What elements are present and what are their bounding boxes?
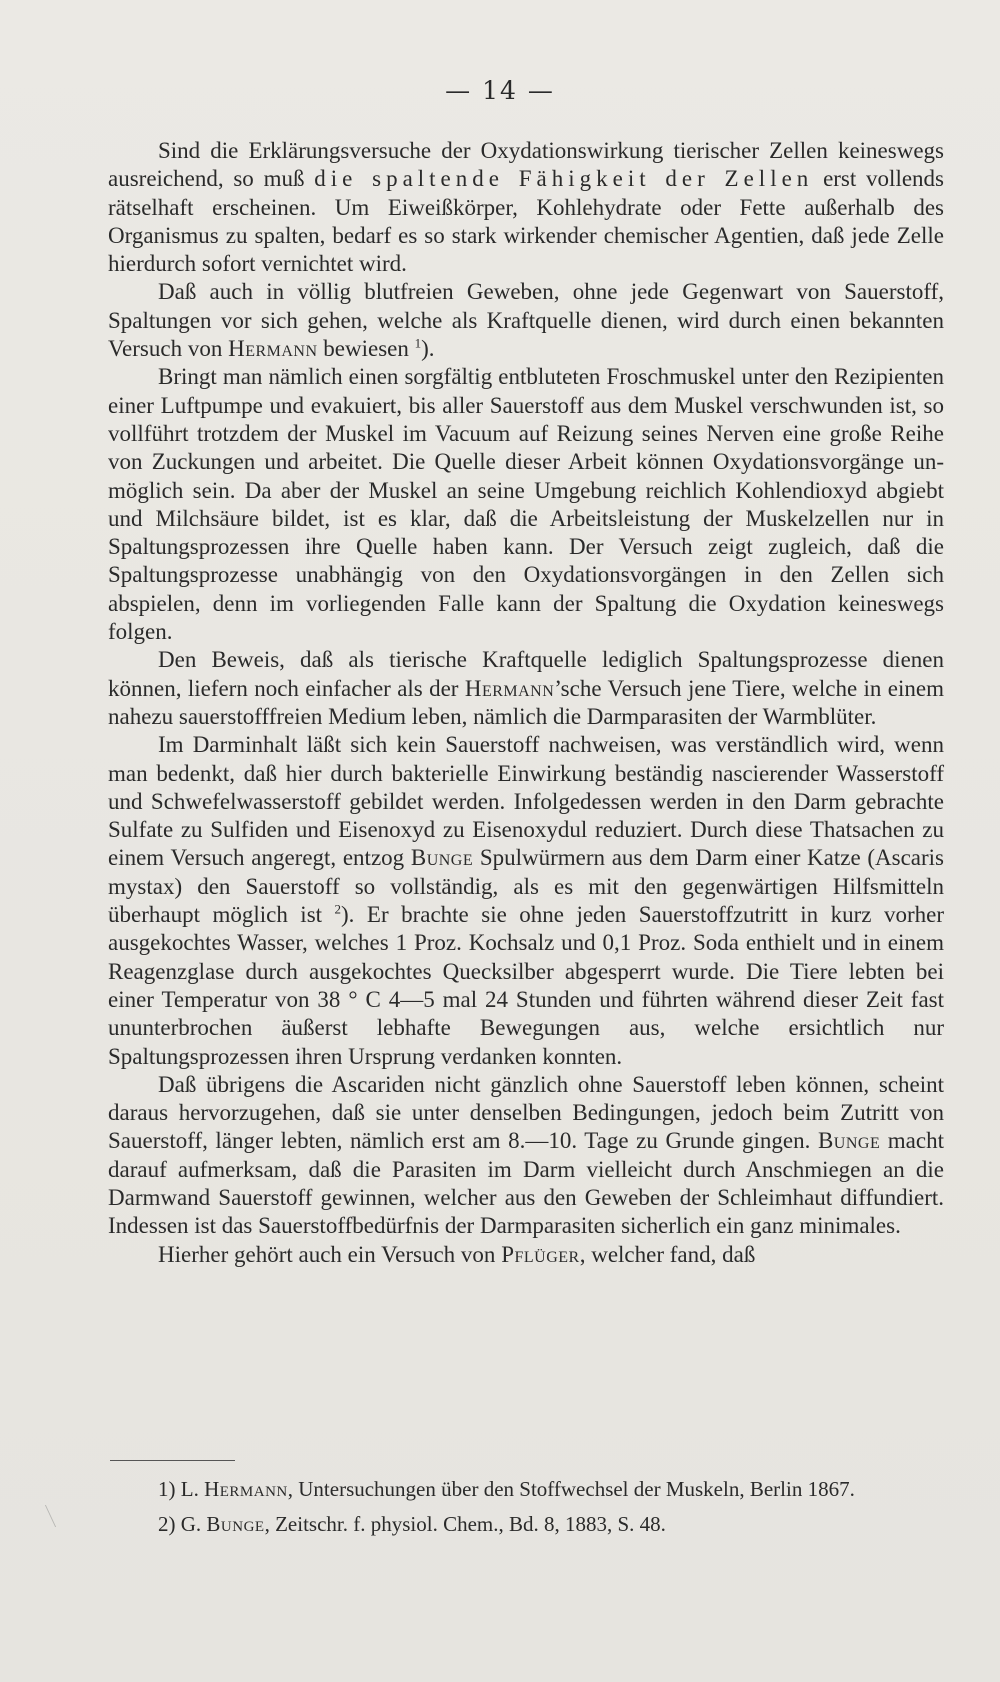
text-run: Daß übrigens die Ascariden nicht gänzlich ohne Sauerstoff leben können, scheint daraus hervorzugehen, daß sie unter denselben Bedingungen, jedoch beim Zutritt von Sauerstoff, länger lebten, nämlich erst am 8.—10. Tage zu Grunde gingen. (108, 1071, 944, 1154)
footnote-ref: 2 (334, 901, 342, 917)
author-name: Bunge (206, 1512, 265, 1536)
text-run: ). Er brachte sie ohne jeden Sauerstoffzutritt in kurz vorher ausgekochtes Wasser, welches 1 Proz. Kochsalz und 0,1 Proz. Soda enthielt und in einem Reagenzglase durch ausgekochtes Quecksilber abgesperrt wurde. Die Tiere lebten bei einer Temperatur von 38 ° C 4—5 mal 24 Stunden und führten während dieser Zeit fast ununterbrochen äußerst lebhafte Bewegungen aus, welche ersichtlich nur Spaltungsprozessen ihren Ursprung verdanken konnten. (108, 902, 944, 1069)
text-run: ’sche Versuch jene Tiere, welche in einem nahezu sauerstofffreien Medium leben, nämlich die Darmparasiten der Warmblüter. (108, 675, 944, 729)
text-run: , Zeitschr. f. physiol. Chem., Bd. 8, 1883, S. 48. (264, 1512, 666, 1536)
footnote (108, 1511, 944, 1538)
paragraph (108, 278, 944, 363)
text-run: macht darauf aufmerksam, daß die Parasiten im Darm vielleicht durch Anschmiegen an die Darmwand Sauerstoff gewinnen, welcher aus den Geweben der Schleimhaut diffundiert. Indessen ist das Sauerstoffbedürfnis der Darmparasiten sicherlich ein ganz minimales. (108, 1128, 944, 1239)
author-name: Pflüger (501, 1241, 580, 1267)
text-run: Im Darminhalt läßt sich kein Sauerstoff nachweisen, was verständlich wird, wenn man bedenkt, daß hier durch bakterielle Einwirkung beständig nascierender Wasserstoff und Schwefelwasserstoff gebildet werden. Infolgedessen werden in den Darm gebrachte Sulfate zu Sulfiden und Eisenoxyd zu Eisenoxydul reduziert. Durch diese Thatsachen zu einem Versuch angeregt, entzog (108, 732, 944, 871)
margin-pencil-mark (45, 1505, 74, 1527)
paragraph (108, 363, 944, 646)
text-run: , Untersuchungen über den Stoffwechsel der Muskeln, Berlin 1867. (287, 1477, 855, 1501)
text-run: erst vollends rätselhaft erscheinen. Um Eiweißkörper, Kohlehydrate oder Fette außerhalb des Organismus zu spalten, bedarf es so stark wirkender chemischer Agentien, daß jede Zelle hierdurch sofort vernichtet wird. (108, 166, 944, 277)
text-run: 2) G. (158, 1512, 207, 1536)
paragraph (108, 731, 944, 1071)
text-run: ). (421, 336, 435, 362)
paragraph (108, 646, 944, 731)
text-run: Daß auch in völlig blutfreien Geweben, ohne jede Gegenwart von Sauerstoff, Spaltungen vor sich gehen, welche als Kraftquelle dienen, wird durch einen bekannten Versuch von (108, 279, 944, 362)
text-run: Bringt man nämlich einen sorgfältig entbluteten Froschmuskel unter den Rezipienten einer Luftpumpe und evakuiert, bis aller Sauerstoff aus dem Muskel verschwunden ist, so vollführt trotzdem der Muskel im Vacuum auf Reizung seines Nerven eine große Reihe von Zuckungen und arbeitet. Die Quelle dieser Arbeit können Oxydationsvorgänge unmöglich sein. Da aber der Muskel an seine Umgebung reichlich Kohlendioxyd abgiebt und Milchsäure bildet, ist es klar, daß die Arbeitsleistung der Muskelzellen nur in Spaltungsprozessen ihre Quelle haben kann. Der Versuch zeigt zugleich, daß die Spaltungsprozesse unabhängig von den Oxydationsvorgängen in den Zellen sich abspielen, denn im vorliegenden Falle kann der Spaltung die Oxydation keineswegs folgen. (108, 364, 944, 645)
text-run: Den Beweis, daß als tierische Kraftquelle lediglich Spaltungsprozesse dienen können, liefern noch einfacher als der (108, 647, 944, 701)
paragraph (108, 1071, 944, 1241)
footnote-divider (110, 1460, 235, 1461)
author-name: Bunge (817, 1128, 881, 1154)
author-name: Hermann (204, 1477, 288, 1501)
emphasis-text: die spaltende Fähigkeit der Zellen (314, 166, 814, 192)
text-run: Hierher gehört auch ein Versuch von (158, 1241, 502, 1267)
page-number: — 14 — (445, 76, 555, 105)
footnotes (108, 1476, 944, 1546)
author-name: Hermann (464, 675, 555, 701)
text-run: 1) L. (158, 1477, 205, 1501)
text-run: Sind die Erklärungsversuche der Oxydationswirkung tierischer Zellen keineswegs ausreichend, so muß (108, 138, 944, 192)
author-name: Hermann (228, 336, 318, 362)
body-text (108, 137, 944, 1269)
footnote (108, 1476, 944, 1503)
text-run: Spulwürmern aus dem Darm einer Katze (Ascaris mystax) den Sauerstoff so vollständig, als es mit den gegenwärtigen Hilfsmitteln überhaupt möglich ist (108, 845, 945, 928)
text-run: , welcher fand, daß (579, 1241, 756, 1267)
paragraph (108, 1241, 944, 1269)
author-name: Bunge (410, 845, 474, 871)
text-run: bewiesen (317, 336, 415, 362)
paragraph (108, 137, 944, 278)
footnote-ref: 1 (414, 335, 422, 351)
